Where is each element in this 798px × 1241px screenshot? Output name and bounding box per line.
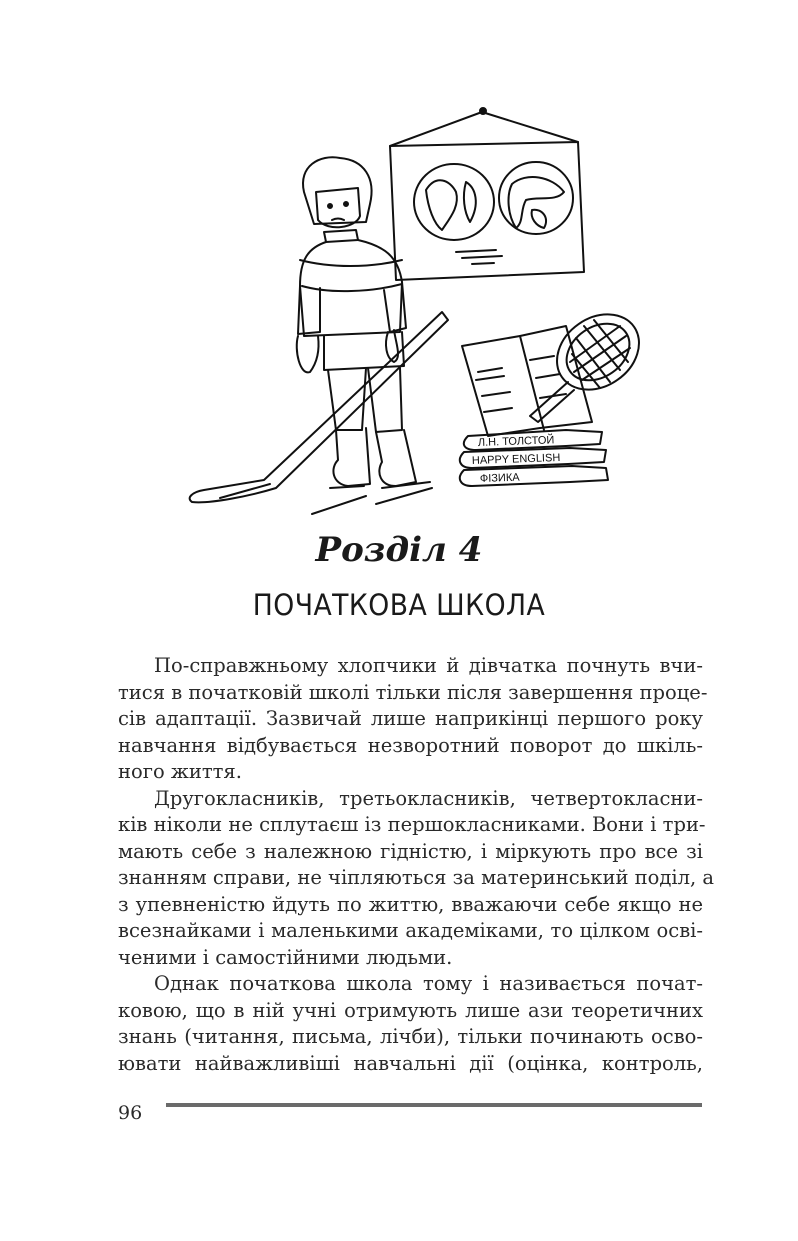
world-map-poster bbox=[390, 108, 584, 280]
text-line: Другокласників, третьокласників, четвертокласни- bbox=[154, 786, 703, 810]
chapter-label: Розділ 4 bbox=[315, 530, 483, 570]
boy-figure bbox=[297, 157, 432, 514]
text-line: навчання відбувається незворотний поворот до шкіль- bbox=[118, 733, 703, 757]
text-line: всезнайками і маленькими академіками, то цілком осві- bbox=[118, 919, 703, 942]
text-line: ковою, що в ній учні отримують лише ази теоретичних bbox=[118, 998, 703, 1022]
page-number: 96 bbox=[118, 1102, 143, 1124]
book-spine-physics: ФІЗИКА bbox=[479, 471, 520, 485]
text-line: тися в початковій школі тільки після завершення проце- bbox=[118, 680, 708, 704]
chapter-illustration bbox=[180, 100, 650, 525]
tennis-racket bbox=[530, 299, 650, 422]
text-line: мають себе з належною гідністю, і міркують про все зі bbox=[118, 839, 703, 863]
text-line: з упевненістю йдуть по життю, вважаючи себе якщо не bbox=[118, 892, 703, 916]
text-line: сів адаптації. Зазвичай лише наприкінці першого року bbox=[118, 707, 703, 730]
text-line: ного життя. bbox=[118, 760, 242, 783]
footer-rule bbox=[166, 1103, 702, 1107]
book-spine-english: HAPPY ENGLISH bbox=[471, 451, 561, 467]
text-line: знанням справи, не чіпляються за материнський поділ, а bbox=[118, 866, 715, 889]
text-line: ченими і самостійними людьми. bbox=[118, 945, 453, 969]
body-text bbox=[118, 653, 715, 1077]
text-line: По-справжньому хлопчики й дівчатка почнуть вчи- bbox=[154, 654, 703, 677]
chapter-title: ПОЧАТКОВА ШКОЛА bbox=[252, 588, 546, 622]
text-line: знань (читання, письма, лічби), тільки починають осво- bbox=[118, 1025, 703, 1048]
book-spine-tolstoy: Л.Н. ТОЛСТОЙ bbox=[477, 434, 555, 449]
text-line: ків ніколи не сплутаєш із першокласниками. Вони і три- bbox=[118, 813, 706, 836]
text-line: Однак початкова школа тому і називається почат- bbox=[154, 972, 703, 995]
text-line: ювати найважливіші навчальні дії (оцінка, контроль, bbox=[118, 1051, 703, 1075]
